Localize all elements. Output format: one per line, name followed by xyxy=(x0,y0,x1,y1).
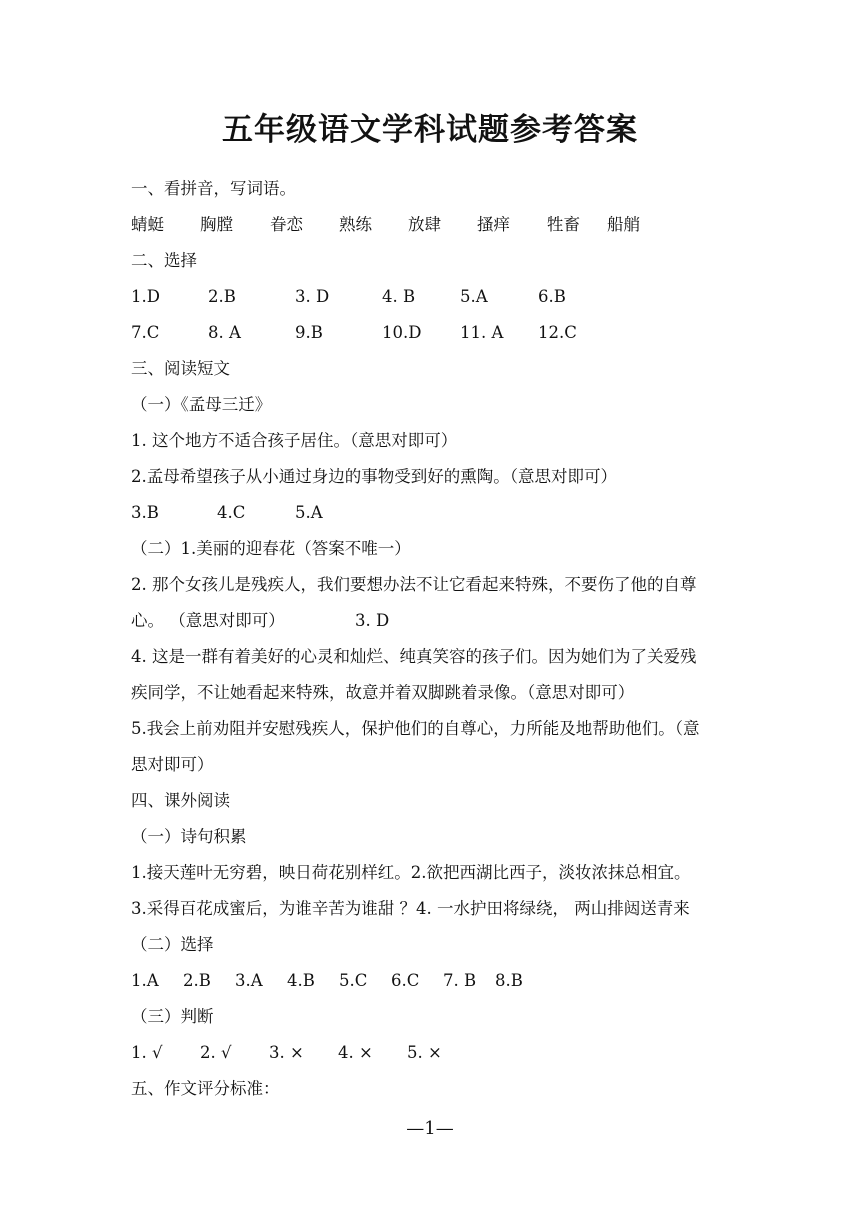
answer: 6.B xyxy=(538,287,566,306)
section4-part1-heading: （一）诗句积累 xyxy=(131,827,247,846)
word: 放肆 xyxy=(408,215,441,234)
word: 船艄 xyxy=(607,215,640,234)
answer-line: 1.接天莲叶无穷碧，映日荷花别样红。2.欲把西湖比西子，淡妆浓抹总相宜。 xyxy=(131,863,691,882)
answer: 8.B xyxy=(495,971,523,990)
answer: 10.D xyxy=(382,323,422,342)
answer: 1. √ xyxy=(131,1043,163,1062)
answer: 2. √ xyxy=(200,1043,232,1062)
answer: 2.B xyxy=(183,971,211,990)
answer-text: 心。 （意思对即可） xyxy=(131,611,285,630)
answer: 4.B xyxy=(287,971,315,990)
section4-part3-heading: （三）判断 xyxy=(131,1007,214,1026)
section3-part2-heading: （二）1.美丽的迎春花（答案不唯一） xyxy=(131,539,411,558)
answer-line: 思对即可） xyxy=(131,755,214,774)
answer: 3. D xyxy=(355,611,390,630)
answer: 3. × xyxy=(269,1043,304,1062)
section2-heading: 二、选择 xyxy=(131,251,197,270)
section4-part2-heading: （二）选择 xyxy=(131,935,214,954)
answer-line: 5.我会上前劝阻并安慰残疾人，保护他们的自尊心，力所能及地帮助他们。（意 xyxy=(131,719,700,738)
answer-line: 疾同学，不让她看起来特殊，故意并着双脚跳着录像。（意思对即可） xyxy=(131,683,635,702)
section5-heading: 五、作文评分标准： xyxy=(131,1079,280,1098)
answer: 7.C xyxy=(131,323,160,342)
word: 搔痒 xyxy=(477,215,510,234)
section3-part1-heading: （一）《孟母三迁》 xyxy=(131,395,272,414)
answer: 6.C xyxy=(391,971,420,990)
section4-heading: 四、课外阅读 xyxy=(131,791,230,810)
answer: 5.A xyxy=(295,503,323,522)
answer: 8. A xyxy=(208,323,241,342)
answer: 2.B xyxy=(208,287,236,306)
answer: 1.A xyxy=(131,971,159,990)
answer: 11. A xyxy=(460,323,504,342)
answer: 1.D xyxy=(131,287,160,306)
page-number: —1— xyxy=(406,1118,454,1139)
section3-heading: 三、阅读短文 xyxy=(131,359,230,378)
answer: 5.A xyxy=(460,287,488,306)
word: 眷恋 xyxy=(270,215,303,234)
answer: 5. × xyxy=(407,1043,442,1062)
answer: 12.C xyxy=(538,323,577,342)
answer: 4. × xyxy=(338,1043,373,1062)
answer: 3. D xyxy=(295,287,330,306)
word: 熟练 xyxy=(339,215,372,234)
answer: 3.A xyxy=(235,971,263,990)
answer: 4. B xyxy=(382,287,416,306)
word: 牲畜 xyxy=(547,215,580,234)
word: 蜻蜓 xyxy=(131,215,164,234)
page-title: 五年级语文学科试题参考答案 xyxy=(222,112,638,148)
answer: 4.C xyxy=(217,503,246,522)
word: 胸膛 xyxy=(200,215,233,234)
answer-line: 2. 那个女孩儿是残疾人，我们要想办法不让它看起来特殊，不要伤了他的自尊 xyxy=(131,575,697,594)
answer-line: 2.孟母希望孩子从小通过身边的事物受到好的熏陶。（意思对即可） xyxy=(131,467,617,486)
answer-line: 4. 这是一群有着美好的心灵和灿烂、纯真笑容的孩子们。因为她们为了关爱残 xyxy=(131,647,697,666)
answer: 7. B xyxy=(443,971,477,990)
answer-line: 3.采得百花成蜜后，为谁辛苦为谁甜 ？4. 一水护田将绿绕， 两山排闼送青来 xyxy=(131,899,690,918)
answer: 3.B xyxy=(131,503,159,522)
answer-line: 1. 这个地方不适合孩子居住。（意思对即可） xyxy=(131,431,458,450)
section1-heading: 一、看拼音，写词语。 xyxy=(131,179,296,198)
answer: 5.C xyxy=(339,971,368,990)
answer: 9.B xyxy=(295,323,323,342)
